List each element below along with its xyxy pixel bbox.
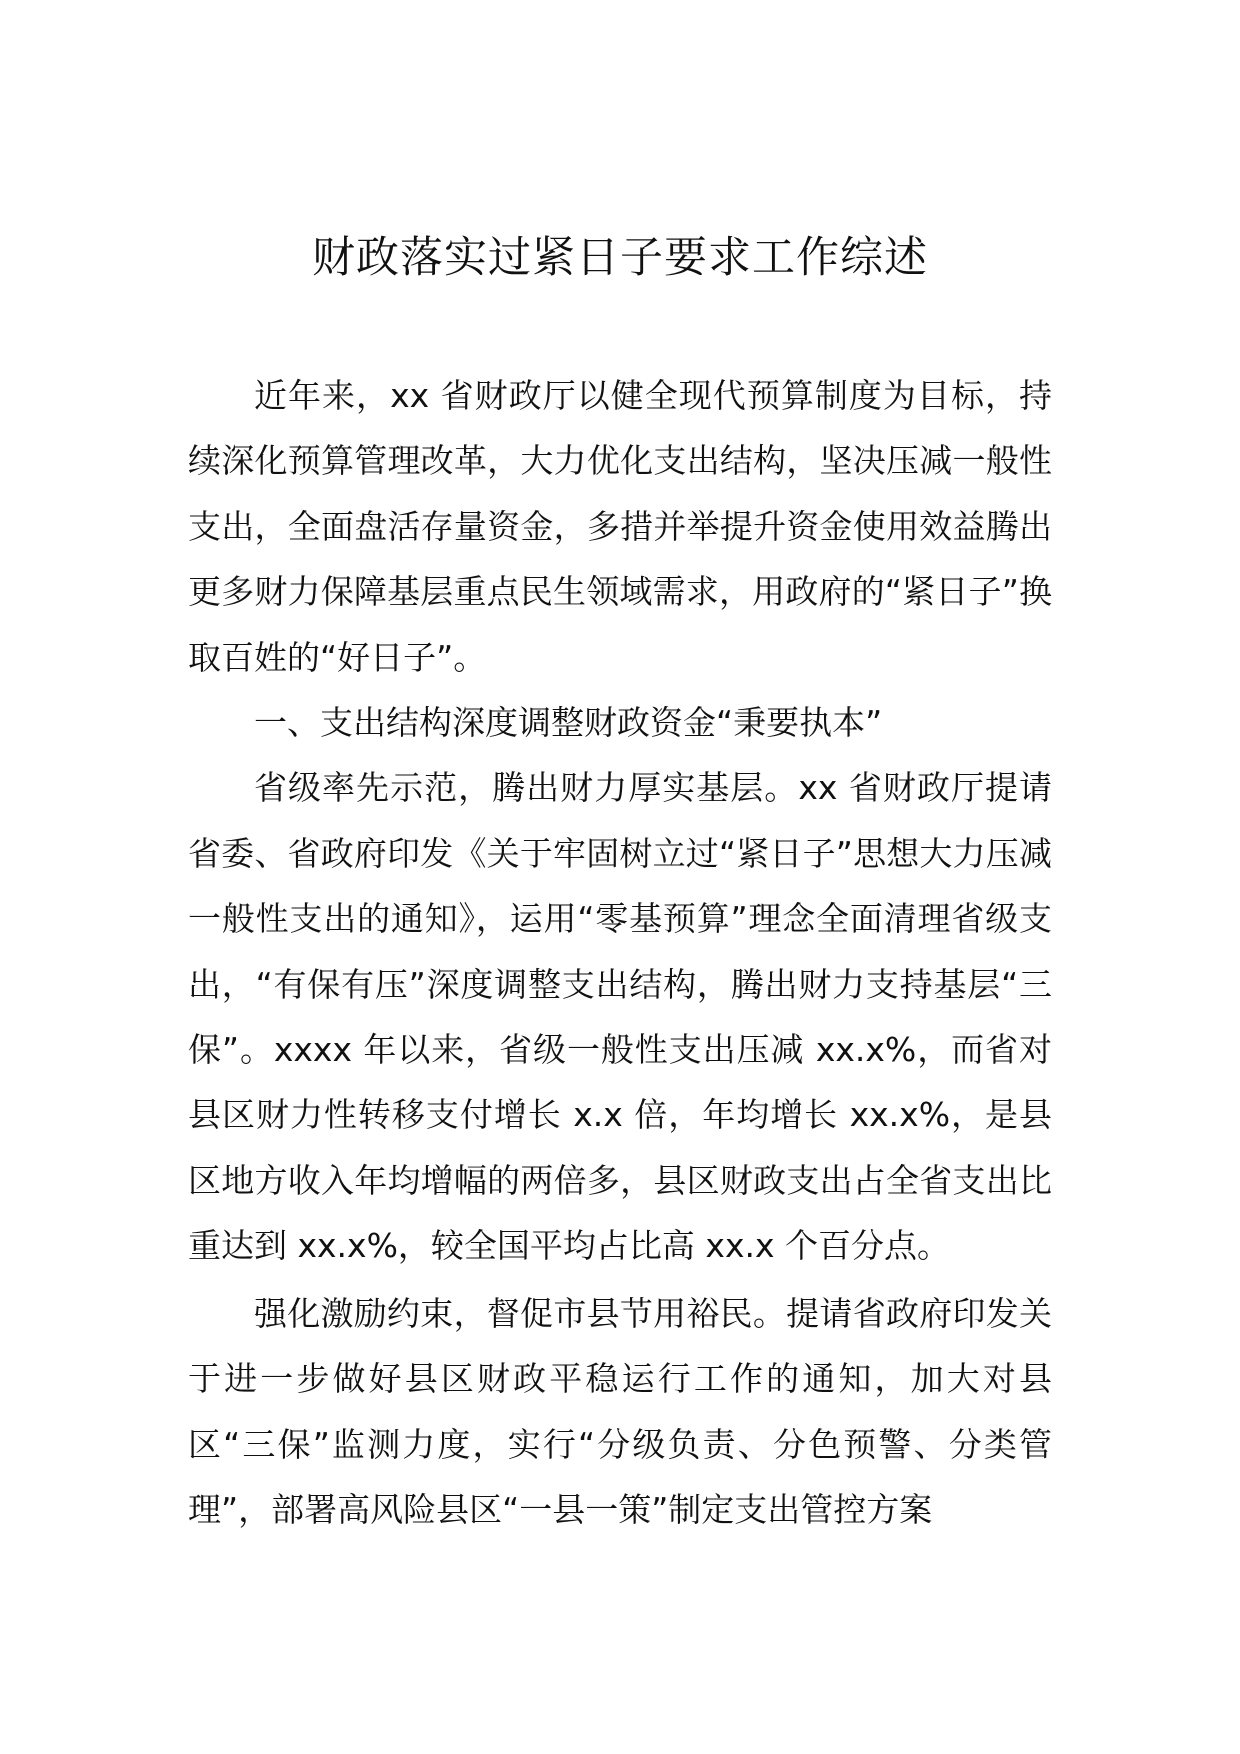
document-title: 财政落实过紧日子要求工作综述 — [312, 233, 928, 283]
section-heading: 一、支出结构深度调整财政资金“秉要执本” — [254, 703, 883, 743]
intro-paragraph: 近年来，xx 省财政厅以健全现代预算制度为目标，持续深化预算管理改革，大力优化支出结构，坚决压减一般性支出，全面盘活存量资金，多措并举提升资金使用效益腾出更多财力保障基层重点民生领域需求，用政府的“紧日子”换取百姓的“好日子”。 — [188, 376, 1052, 677]
body-paragraph-2: 强化激励约束，督促市县节用裕民。提请省政府印发关于进一步做好县区财政平稳运行工作的通知，加大对县区“三保”监测力度，实行“分级负责、分色预警、分类管理”，部署高风险县区“一县一策”制定支出管控方案 — [188, 1293, 1052, 1529]
body-paragraph-1: 省级率先示范，腾出财力厚实基层。xx 省财政厅提请省委、省政府印发《关于牢固树立过“紧日子”思想大力压减一般性支出的通知》，运用“零基预算”理念全面清理省级支出，“有保有压”深度调整支出结构，腾出财力支持基层“三保”。xxxx 年以来，省级一般性支出压减 xx.x%，而省对县区财力性转移支付增长 x.x 倍，年均增长 xx.x%，是县区地方收入年均增幅的两倍多，县区财政支出占全省支出比重达到 xx.x%，较全国平均占比高 xx.x 个百分点。 — [188, 768, 1052, 1266]
document-body — [188, 363, 1052, 1542]
